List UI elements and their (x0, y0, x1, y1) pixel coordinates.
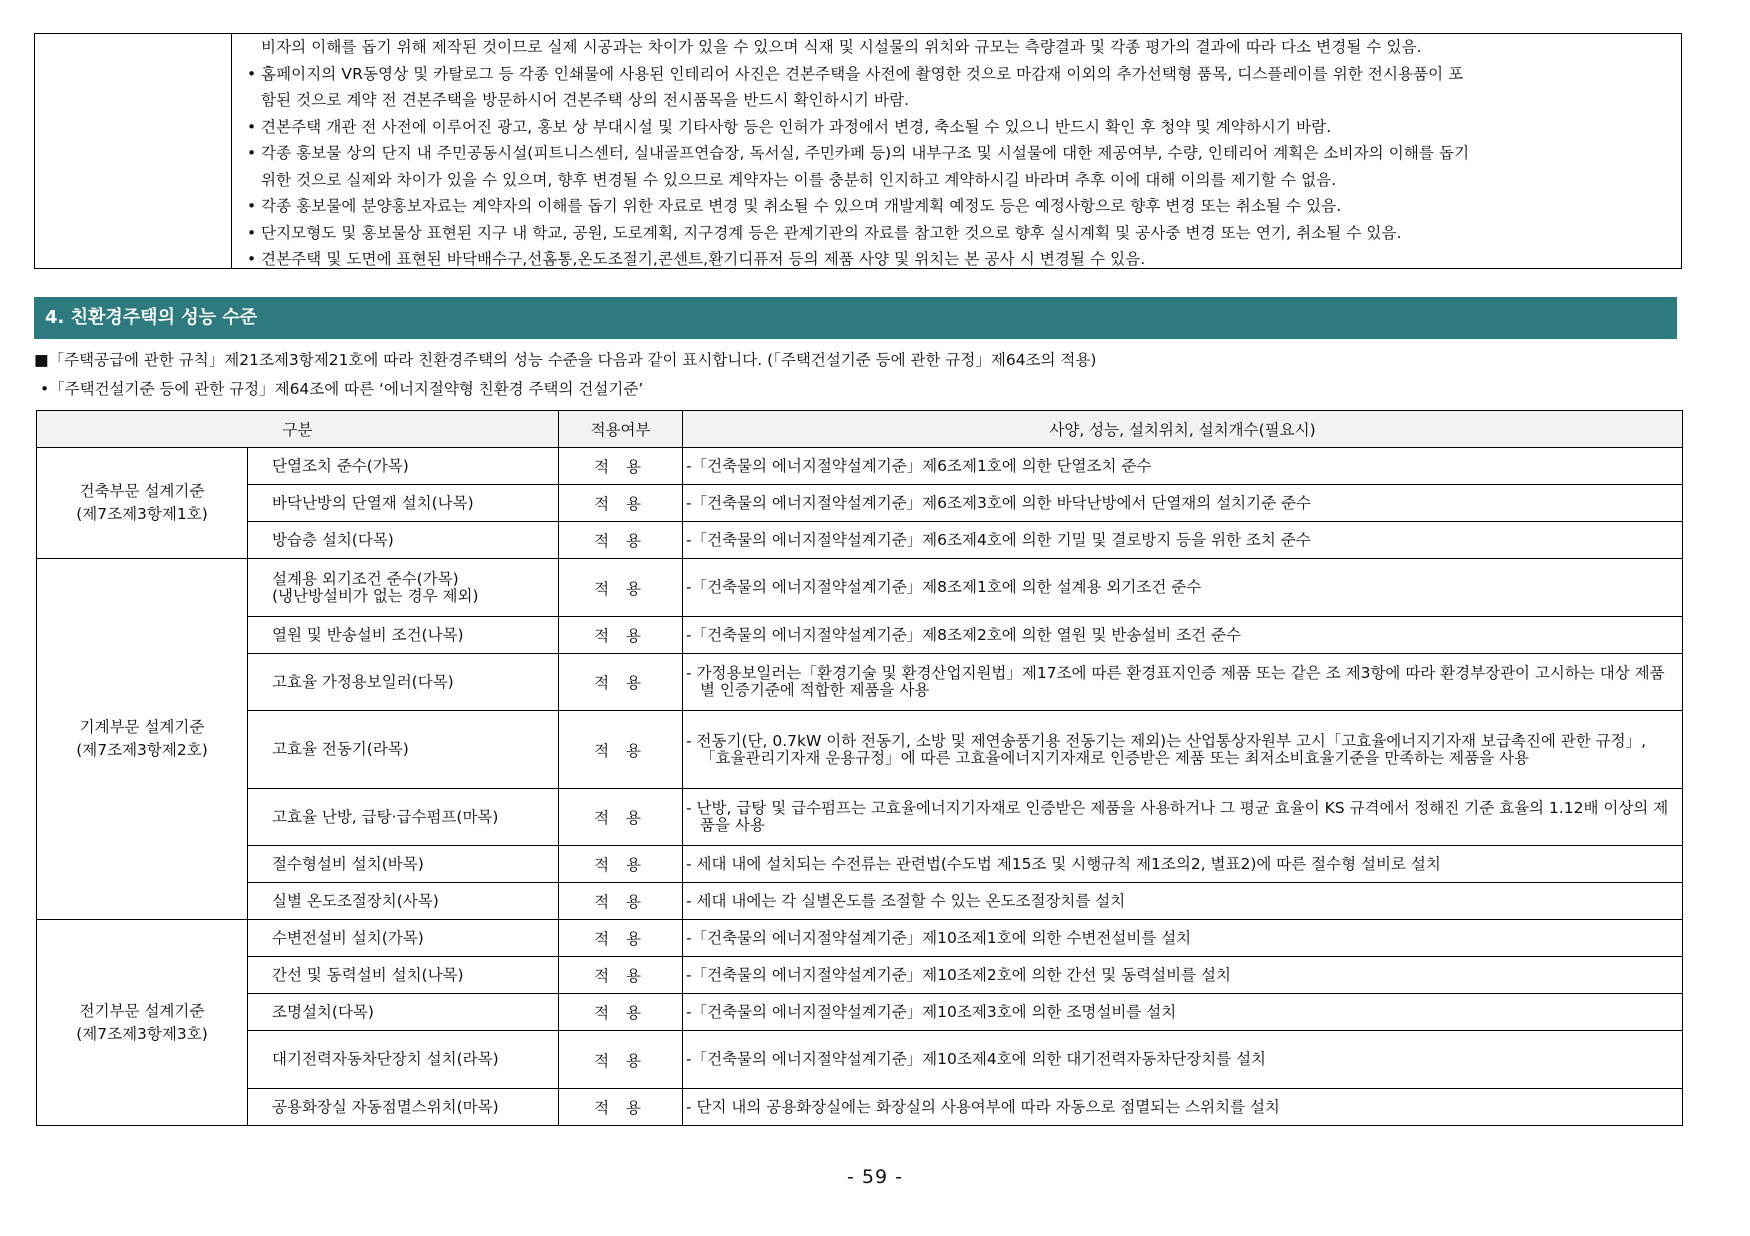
spec-cell: - 난방, 급탕 및 급수펌프는 고효율에너지기자재로 인증받은 제품을 사용하거나 그 평균 효율이 KS 규격에서 정해진 기준 효율의 1.12배 이상의 제품을 사용 (683, 789, 1683, 846)
category-cell: 기계부문 설계기준 (제7조제3항제2호) (37, 559, 248, 920)
spec-cell: -「건축물의 에너지절약설계기준」제8조제2호에 의한 열원 및 반송설비 조건 준수 (683, 617, 1683, 654)
applied-cell: 적 용 (559, 559, 683, 617)
spec-cell: -「건축물의 에너지절약설계기준」제6조제3호에 의한 바닥난방에서 단열재의 설치기준 준수 (683, 485, 1683, 522)
table-row (37, 711, 1683, 789)
spec-cell: - 세대 내에 설치되는 수전류는 관련법(수도법 제15조 및 시행규칙 제1조의2, 별표2)에 따른 절수형 설비로 설치 (683, 846, 1683, 883)
item-cell: 간선 및 동력설비 설치(나목) (248, 957, 559, 994)
applied-cell: 적 용 (559, 711, 683, 789)
table-row (37, 994, 1683, 1031)
note-line: • 단지모형도 및 홍보물상 표현된 지구 내 학교, 공원, 도로계획, 지구경계 등은 관계기관의 자료를 참고한 것으로 향후 실시계획 및 공사중 변경 또는 연기, 취소될 수 있음. (247, 223, 1402, 242)
table-row (37, 617, 1683, 654)
section-title: 4. 친환경주택의 성능 수준 (34, 297, 1677, 339)
note-line: • 견본주택 및 도면에 표현된 바닥배수구,선홈통,온도조절기,콘센트,환기디퓨저 등의 제품 사양 및 위치는 본 공사 시 변경될 수 있음. (247, 250, 1146, 268)
spec-cell: - 가정용보일러는「환경기술 및 환경산업지원법」제17조에 따른 환경표지인증 제품 또는 같은 조 제3항에 따라 환경부장관이 고시하는 대상 제품별 인증기준에 적합한 제품을 사용 (683, 654, 1683, 711)
header-spec: 사양, 성능, 설치위치, 설치개수(필요시) (683, 411, 1683, 448)
applied-cell: 적 용 (559, 617, 683, 654)
item-cell: 고효율 가정용보일러(다목) (248, 654, 559, 711)
note-line: • 각종 홍보물에 분양홍보자료는 계약자의 이해를 돕기 위한 자료로 변경 및 취소될 수 있으며 개발계획 예정도 등은 예정사항으로 향후 변경 또는 취소될 수 있음. (247, 197, 1342, 215)
note-line: 함된 것으로 계약 전 견본주택을 방문하시어 견본주택 상의 전시품목을 반드시 확인하시기 바람. (261, 91, 910, 109)
item-cell: 절수형설비 설치(바목) (248, 846, 559, 883)
page-number: - 59 - (847, 1166, 903, 1188)
applied-cell: 적 용 (559, 883, 683, 920)
performance-table (36, 410, 1683, 1126)
applied-cell: 적 용 (559, 485, 683, 522)
item-cell: 단열조치 준수(가목) (248, 448, 559, 485)
item-cell: 설계용 외기조건 준수(가목) (냉난방설비가 없는 경우 제외) (248, 559, 559, 617)
item-cell: 방습층 설치(다목) (248, 522, 559, 559)
table-row (37, 789, 1683, 846)
item-cell: 조명설치(다목) (248, 994, 559, 1031)
applied-cell: 적 용 (559, 920, 683, 957)
applied-cell: 적 용 (559, 957, 683, 994)
table-row (37, 448, 1683, 485)
table-row (37, 522, 1683, 559)
applied-cell: 적 용 (559, 1089, 683, 1126)
note-line: • 각종 홍보물 상의 단지 내 주민공동시설(피트니스센터, 실내골프연습장, 독서실, 주민카페 등)의 내부구조 및 시설물에 대한 제공여부, 수량, 인테리어 계획은 소비자의 이해를 돕기 (247, 144, 1470, 162)
item-cell: 바닥난방의 단열재 설치(나목) (248, 485, 559, 522)
table-row (37, 883, 1683, 920)
section-intro: ■「주택공급에 관한 규칙」제21조제3항제21호에 따라 친환경주택의 성능 수준을 다음과 같이 표시합니다. (「주택건설기준 등에 관한 규정」제64조의 적용) (34, 351, 1097, 369)
spec-cell: -「건축물의 에너지절약설계기준」제10조제2호에 의한 간선 및 동력설비를 설치 (683, 957, 1683, 994)
item-cell: 실별 온도조절장치(사목) (248, 883, 559, 920)
note-line: 비자의 이해를 돕기 위해 제작된 것이므로 실제 시공과는 차이가 있을 수 있으며 식재 및 시설물의 위치와 규모는 측량결과 및 각종 평가의 결과에 따라 다소 변경될 수 있음. (261, 38, 1422, 56)
header-applied: 적용여부 (559, 411, 683, 448)
spec-cell: -「건축물의 에너지절약설계기준」제10조제1호에 의한 수변전설비를 설치 (683, 920, 1683, 957)
category-cell: 건축부문 설계기준 (제7조제3항제1호) (37, 448, 248, 559)
table-row (37, 1089, 1683, 1126)
table-row (37, 920, 1683, 957)
table-row (37, 559, 1683, 617)
category-cell: 전기부문 설계기준 (제7조제3항제3호) (37, 920, 248, 1126)
applied-cell: 적 용 (559, 789, 683, 846)
table-row (37, 846, 1683, 883)
table-row (37, 654, 1683, 711)
spec-cell: - 전동기(단, 0.7kW 이하 전동기, 소방 및 제연송풍기용 전동기는 제외)는 산업통상자원부 고시「고효율에너지기자재 보급촉진에 관한 규정」,「효율관리기자재 운용규정」에 따른 고효율에너지기자재로 인증받은 제품 또는 최저소비효율기준을 만족하는 제품을 사용 (683, 711, 1683, 789)
table-row (37, 485, 1683, 522)
applied-cell: 적 용 (559, 448, 683, 485)
item-cell: 공용화장실 자동점멸스위치(마목) (248, 1089, 559, 1126)
table-header-row (37, 411, 1683, 448)
item-cell: 수변전설비 설치(가목) (248, 920, 559, 957)
table-row (37, 1031, 1683, 1089)
applied-cell: 적 용 (559, 522, 683, 559)
table-row (37, 957, 1683, 994)
notes-box (34, 33, 1682, 269)
spec-cell: -「건축물의 에너지절약설계기준」제6조제1호에 의한 단열조치 준수 (683, 448, 1683, 485)
spec-cell: -「건축물의 에너지절약설계기준」제10조제3호에 의한 조명설비를 설치 (683, 994, 1683, 1031)
applied-cell: 적 용 (559, 654, 683, 711)
note-line: • 홈페이지의 VR동영상 및 카탈로그 등 각종 인쇄물에 사용된 인테리어 사진은 견본주택을 사전에 촬영한 것으로 마감재 이외의 추가선택형 품목, 디스플레이를 위한 전시용품이 포 (247, 64, 1464, 83)
item-cell: 고효율 전동기(라목) (248, 711, 559, 789)
spec-cell: - 단지 내의 공용화장실에는 화장실의 사용여부에 따라 자동으로 점멸되는 스위치를 설치 (683, 1089, 1683, 1126)
notes-box-divider (231, 34, 232, 268)
note-line: • 견본주택 개관 전 사전에 이루어진 광고, 홍보 상 부대시설 및 기타사항 등은 인허가 과정에서 변경, 축소될 수 있으니 반드시 확인 후 청약 및 계약하시기 바람. (247, 117, 1332, 136)
item-cell: 고효율 난방, 급탕·급수펌프(마목) (248, 789, 559, 846)
notes-list (247, 34, 1673, 273)
note-line: 위한 것으로 실제와 차이가 있을 수 있으며, 향후 변경될 수 있으므로 계약자는 이를 충분히 인지하고 계약하시길 바라며 추후 이에 대해 이의를 제기할 수 없음. (261, 170, 1337, 189)
applied-cell: 적 용 (559, 1031, 683, 1089)
section-subintro: •「주택건설기준 등에 관한 규정」제64조에 따른 ‘에너지절약형 친환경 주택의 건설기준’ (40, 380, 644, 398)
item-cell: 열원 및 반송설비 조건(나목) (248, 617, 559, 654)
spec-cell: -「건축물의 에너지절약설계기준」제10조제4호에 의한 대기전력자동차단장치를 설치 (683, 1031, 1683, 1089)
spec-cell: -「건축물의 에너지절약설계기준」제6조제4호에 의한 기밀 및 결로방지 등을 위한 조치 준수 (683, 522, 1683, 559)
spec-cell: - 세대 내에는 각 실별온도를 조절할 수 있는 온도조절장치를 설치 (683, 883, 1683, 920)
spec-cell: -「건축물의 에너지절약설계기준」제8조제1호에 의한 설계용 외기조건 준수 (683, 559, 1683, 617)
item-cell: 대기전력자동차단장치 설치(라목) (248, 1031, 559, 1089)
applied-cell: 적 용 (559, 994, 683, 1031)
header-category: 구분 (37, 411, 559, 448)
applied-cell: 적 용 (559, 846, 683, 883)
